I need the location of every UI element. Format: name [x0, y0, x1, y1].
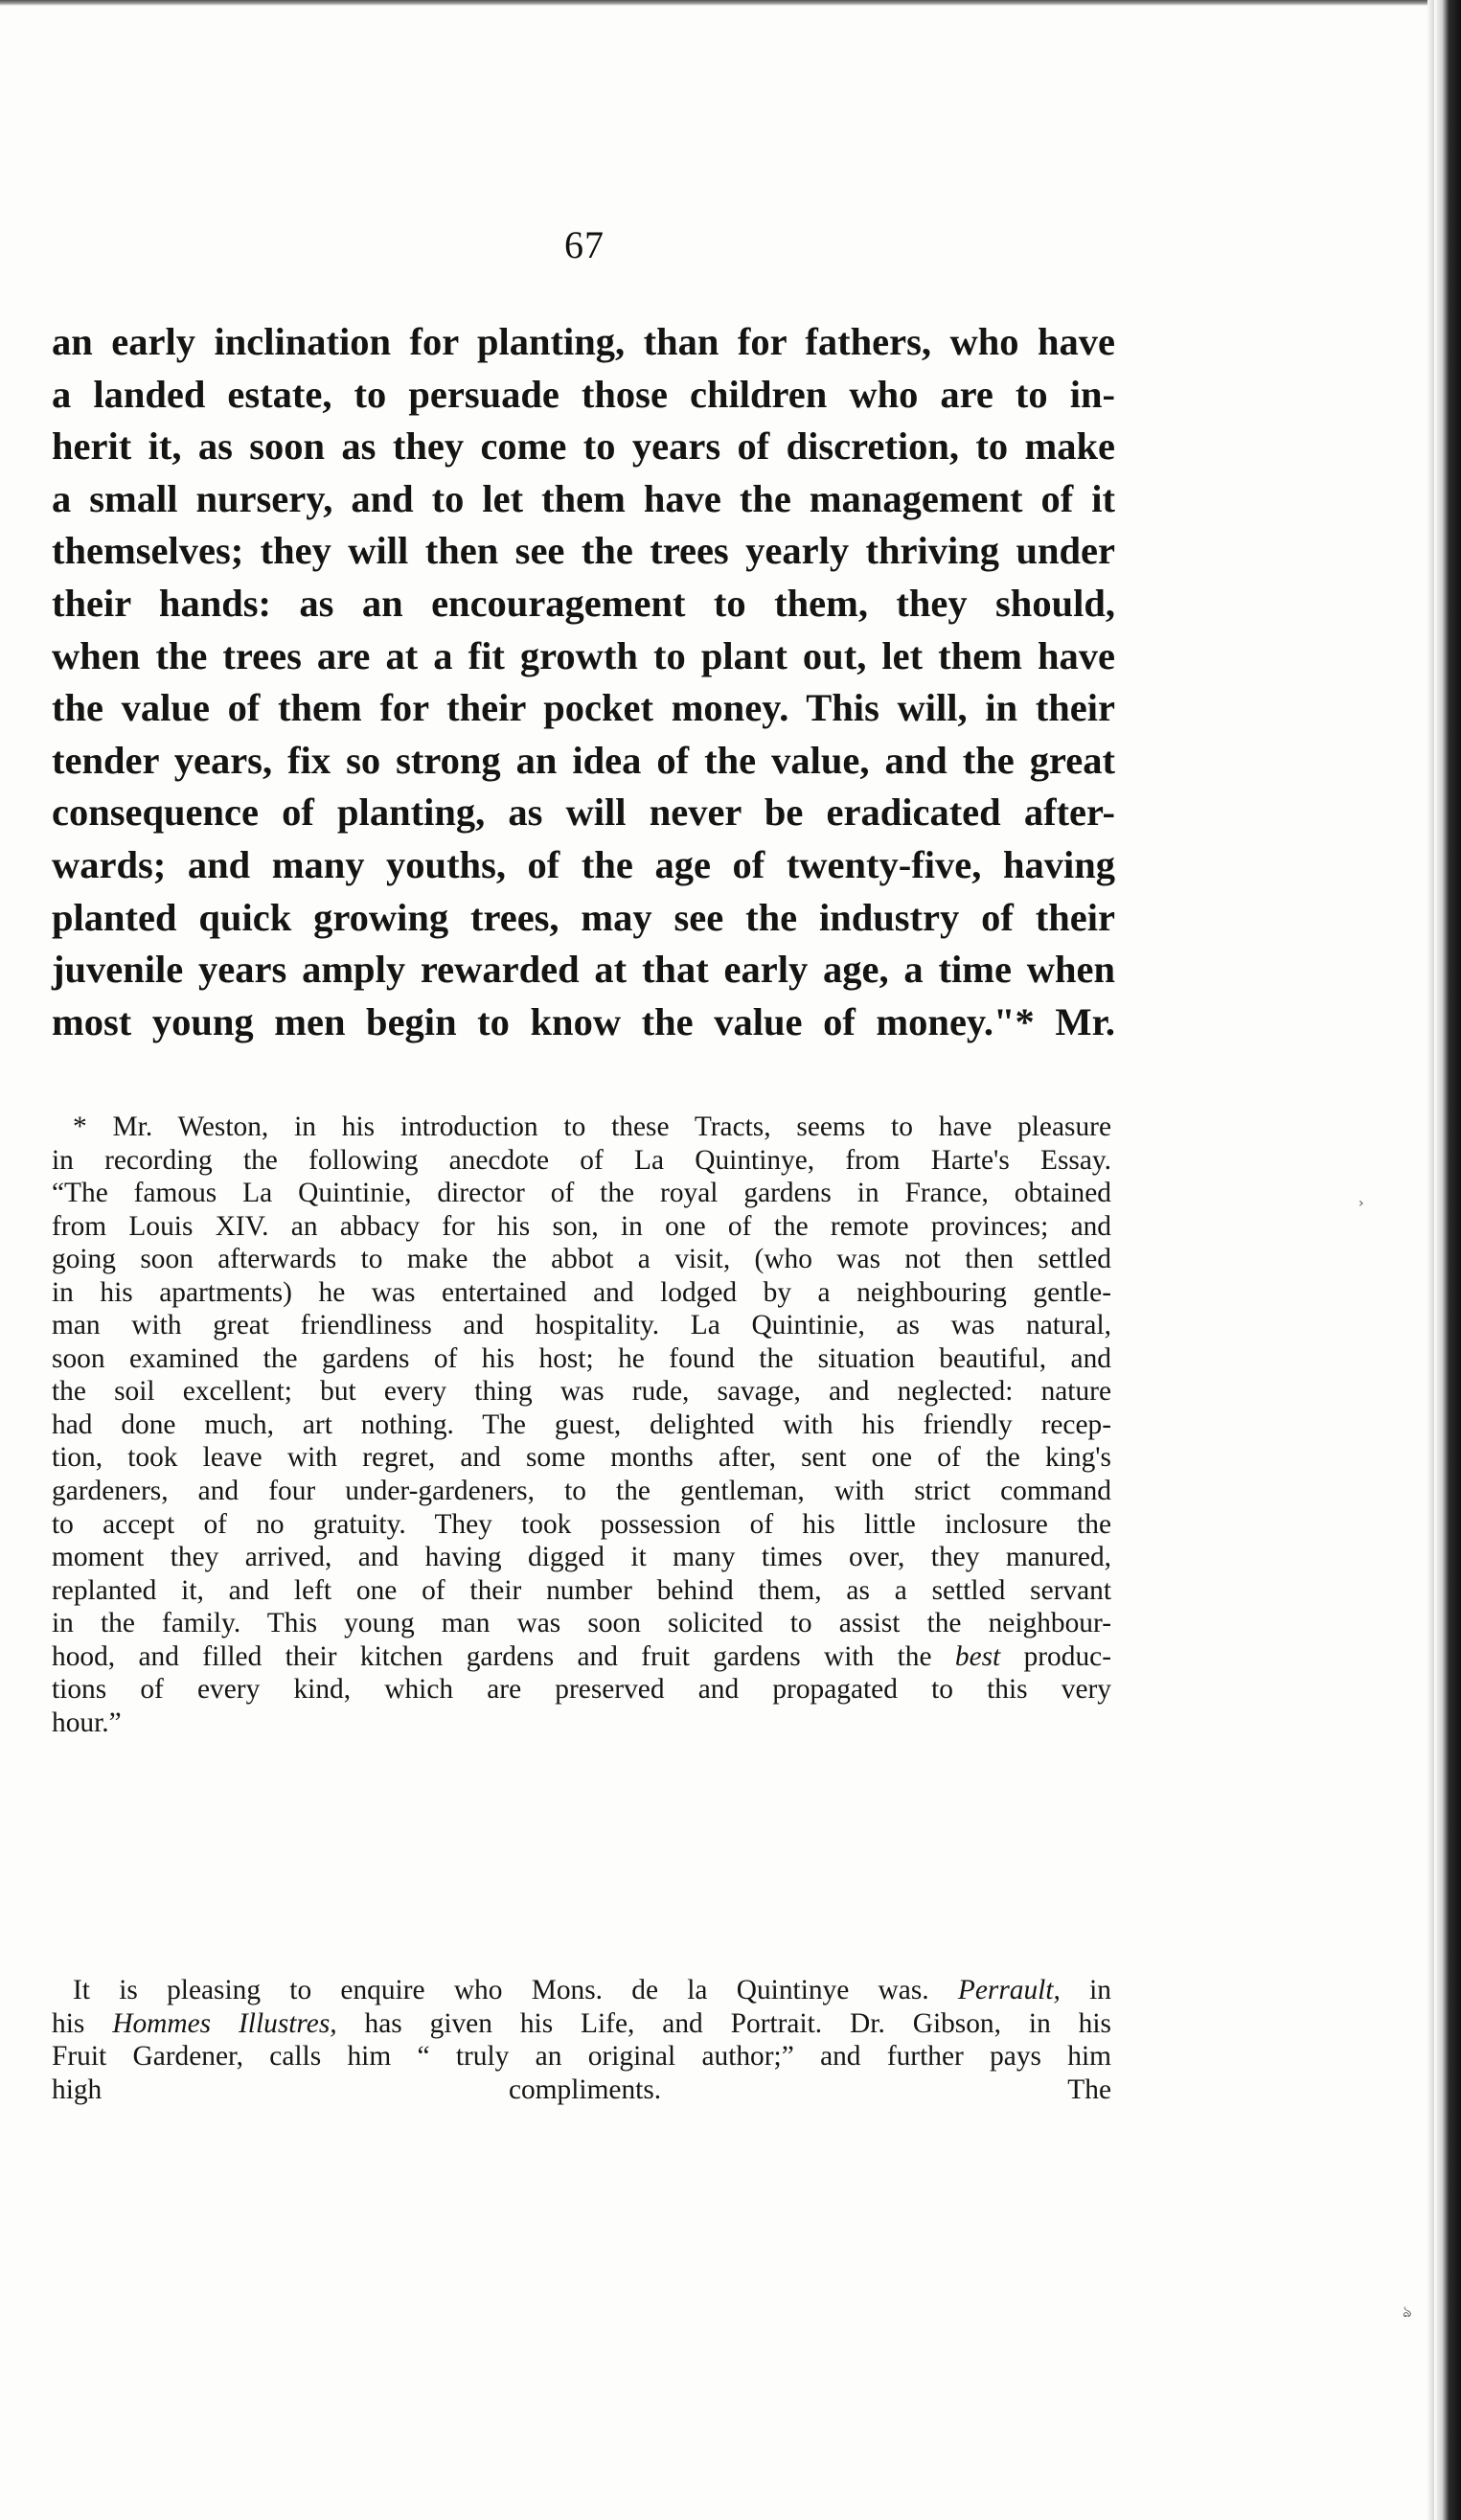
body-line: consequence of planting, as will never be eradicated after- [52, 790, 1115, 835]
footnote-line: tion, took leave with regret, and some months after, sent one of the king's [52, 1442, 1111, 1474]
footnote-line: had done much, art nothing. The guest, delighted with his friendly recep- [52, 1409, 1111, 1440]
footnote-line: moment they arrived, and having digged it many times over, they manured, [52, 1542, 1111, 1573]
scan-speck: › [1358, 1196, 1364, 1211]
footnote-continuation [52, 1974, 1111, 2106]
footnote-text: has given his Life, and Portrait. Dr. Gibson, in his [364, 2007, 1111, 2039]
footnote-line: the soil excellent; but every thing was rude, savage, and neglected: nature [52, 1376, 1111, 1408]
scan-speck: ঌ [1403, 2302, 1412, 2321]
footnote-line: gardeners, and four under-gardeners, to the gentleman, with strict command [52, 1476, 1111, 1507]
footnote-emphasis: best [954, 1640, 1001, 1672]
footnote-emphasis: Hommes Illustres, [112, 2007, 337, 2039]
footnote-line: soon examined the gardens of his host; he found the situation beautiful, and [52, 1342, 1111, 1374]
footnote-line: man with great friendliness and hospitality. La Quintinie, as was natural, [52, 1310, 1111, 1341]
footnote-line: replanted it, and left one of their number behind them, as a settled servant [52, 1574, 1111, 1606]
footnote-line: to accept of no gratuity. They took possession of his little inclosure the [52, 1508, 1111, 1540]
catchword: The [1067, 2073, 1111, 2105]
footnote-line: “The famous La Quintinie, director of the royal gardens in France, obtained [52, 1178, 1111, 1209]
scan-right-edge [1434, 0, 1461, 2520]
footnote-line: hour.” [52, 1707, 122, 1738]
footnote-text: in [1089, 1975, 1111, 2005]
footnote-text: It is pleasing to enquire who Mons. de la Quintinye was. [73, 1975, 929, 2005]
body-line: planted quick growing trees, may see the industry of their [52, 895, 1115, 939]
body-line: when the trees are at a fit growth to plant out, let them have [52, 633, 1115, 677]
footnote-text: high compliments. [52, 2073, 662, 2105]
footnote-line: in his apartments) he was entertained and lodged by a neighbouring gentle- [52, 1276, 1111, 1308]
footnote-line: in the family. This young man was soon solicited to assist the neighbour- [52, 1608, 1111, 1639]
body-line: their hands: as an encouragement to them, they should, [52, 581, 1115, 625]
body-line: themselves; they will then see the trees yearly thriving under [52, 529, 1115, 573]
body-line: juvenile years amply rewarded at that early age, a time when [52, 948, 1115, 992]
footnote [52, 1111, 1111, 1739]
footnote-line: tions of every kind, which are preserved and propagated to this very [52, 1674, 1111, 1706]
body-line: a landed estate, to persuade those children who are to in- [52, 372, 1115, 416]
footnote-line [52, 2073, 1111, 2107]
footnote-line: going soon afterwards to make the abbot a visit, (who was not then settled [52, 1244, 1111, 1275]
body-line: most young men begin to know the value of money."* Mr. [52, 999, 1115, 1043]
footnote-line: in recording the following anecdote of La Quintinye, from Harte's Essay. [52, 1144, 1111, 1176]
body-line: wards; and many youths, of the age of twenty-five, having [52, 842, 1115, 886]
main-body-text [52, 316, 1115, 1048]
footnote-text: his [52, 2007, 85, 2039]
footnote-text: produc- [1023, 1640, 1111, 1672]
page-number: 67 [564, 223, 605, 266]
scan-top-edge [0, 0, 1427, 6]
footnote-line: * Mr. Weston, in his introduction to these Tracts, seems to have pleasure [73, 1111, 1111, 1142]
scan-gutter-shadow [1427, 0, 1434, 2520]
footnote-line [52, 1640, 1111, 1674]
body-line: a small nursery, and to let them have the management of it [52, 476, 1115, 520]
footnote-text: hood, and filled their kitchen gardens and fruit gardens with the [52, 1640, 932, 1672]
footnote-line: Fruit Gardener, calls him “ truly an original author;” and further pays him [52, 2041, 1111, 2073]
footnote-emphasis: Perrault, [957, 1975, 1061, 2005]
body-line: herit it, as soon as they come to years of discretion, to make [52, 424, 1115, 469]
body-line: an early inclination for planting, than for fathers, who have [52, 320, 1115, 363]
footnote-line [52, 1974, 1111, 2007]
footnote-line [52, 2007, 1111, 2041]
footnote-line: from Louis XIV. an abbacy for his son, in one of the remote provinces; and [52, 1210, 1111, 1242]
body-line: tender years, fix so strong an idea of the value, and the great [52, 738, 1115, 782]
body-line: the value of them for their pocket money. This will, in their [52, 686, 1115, 730]
